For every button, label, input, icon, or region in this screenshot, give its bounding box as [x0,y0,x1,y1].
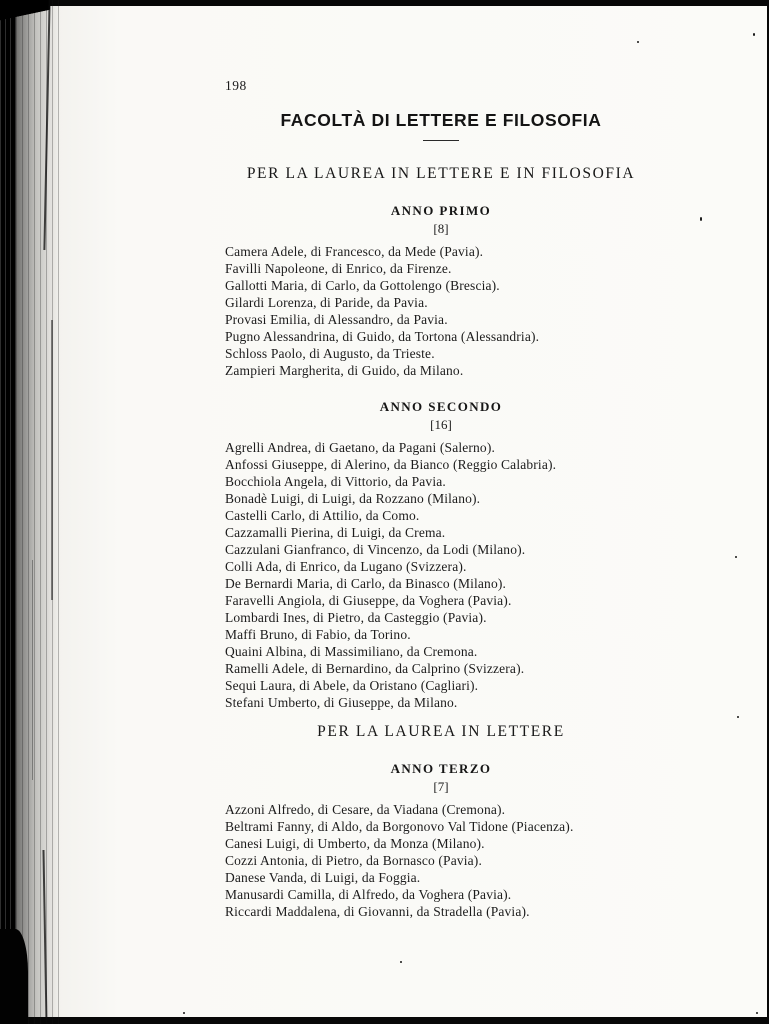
entry-list [225,439,657,711]
list-item: Manusardi Camilla, di Alfredo, da Voghera (Pavia). [225,887,512,902]
list-item: Anfossi Giuseppe, di Alerino, da Bianco (Reggio Calabria). [225,457,557,472]
scan-speck [737,716,739,718]
list-item: Riccardi Maddalena, di Giovanni, da Stradella (Pavia). [225,904,530,919]
list-item: Bonadè Luigi, di Luigi, da Rozzano (Milano). [225,491,481,506]
list-item: Lombardi Ines, di Pietro, da Casteggio (Pavia). [225,610,487,625]
group-anno-primo [225,203,657,379]
group-title: ANNO SECONDO [379,399,503,414]
scan-speck [183,1012,185,1014]
title-divider [423,140,459,141]
group-anno-secondo [225,399,657,711]
list-item: Cozzi Antonia, di Pietro, da Bornasco (Pavia). [225,853,482,868]
list-item: Cazzamalli Pierina, di Luigi, da Crema. [225,525,446,540]
list-item: Danese Vanda, di Luigi, da Foggia. [225,870,421,885]
list-item: Colli Ada, di Enrico, da Lugano (Svizzera). [225,559,467,574]
list-item: Maffi Bruno, di Fabio, da Torino. [225,627,411,642]
list-item: Provasi Emilia, di Alessandro, da Pavia. [225,312,448,327]
group-count: [7] [433,779,449,794]
list-item: Beltrami Fanny, di Aldo, da Borgonovo Val Tidone (Piacenza). [225,819,574,834]
scanned-page [10,6,767,1017]
entry-list [225,243,657,379]
list-item: De Bernardi Maria, di Carlo, da Binasco (Milano). [225,576,507,591]
list-item: Agrelli Andrea, di Gaetano, da Pagani (Salerno). [225,440,495,455]
list-item: Ramelli Adele, di Bernardino, da Calprino (Svizzera). [225,661,525,676]
section-heading: PER LA LAUREA IN LETTERE [317,723,565,740]
list-item: Castelli Carlo, di Attilio, da Como. [225,508,420,523]
group-title: ANNO PRIMO [390,203,492,218]
entry-list [225,801,657,920]
list-item: Gilardi Lorenza, di Paride, da Pavia. [225,295,428,310]
scan-speck [735,556,737,558]
list-item: Zampieri Margherita, di Guido, da Milano. [225,363,464,378]
list-item: Faravelli Angiola, di Giuseppe, da Voghera (Pavia). [225,593,512,608]
group-anno-terzo [225,761,657,920]
list-item: Cazzulani Gianfranco, di Vincenzo, da Lodi (Milano). [225,542,526,557]
list-item: Bocchiola Angela, di Vittorio, da Pavia. [225,474,446,489]
list-item: Camera Adele, di Francesco, da Mede (Pavia). [225,244,484,259]
list-item: Pugno Alessandrina, di Guido, da Tortona (Alessandria). [225,329,540,344]
scan-speck [400,961,402,963]
list-item: Azzoni Alfredo, di Cesare, da Viadana (Cremona). [225,802,506,817]
page-title: FACOLTÀ DI LETTERE E FILOSOFIA [280,110,602,130]
scan-speck [637,41,639,43]
list-item: Favilli Napoleone, di Enrico, da Firenze. [225,261,452,276]
page-content [225,6,657,920]
list-item: Sequi Laura, di Abele, da Oristano (Cagliari). [225,678,479,693]
group-count: [8] [433,221,449,236]
section-lettere-e-filosofia [225,165,657,711]
list-item: Stefani Umberto, di Giuseppe, da Milano. [225,695,458,710]
list-item: Gallotti Maria, di Carlo, da Gottolengo (Brescia). [225,278,500,293]
scan-speck [756,1012,758,1014]
section-heading: PER LA LAUREA IN LETTERE E IN FILOSOFIA [246,165,636,182]
group-count: [16] [430,417,452,432]
group-title: ANNO TERZO [390,761,492,776]
section-lettere [225,723,657,920]
list-item: Quaini Albina, di Massimiliano, da Cremona. [225,644,478,659]
list-item: Canesi Luigi, di Umberto, da Monza (Milano). [225,836,485,851]
list-item: Schloss Paolo, di Augusto, da Trieste. [225,346,435,361]
scan-speck [700,217,702,221]
page-number: 198 [225,78,247,93]
scan-speck [753,33,755,36]
